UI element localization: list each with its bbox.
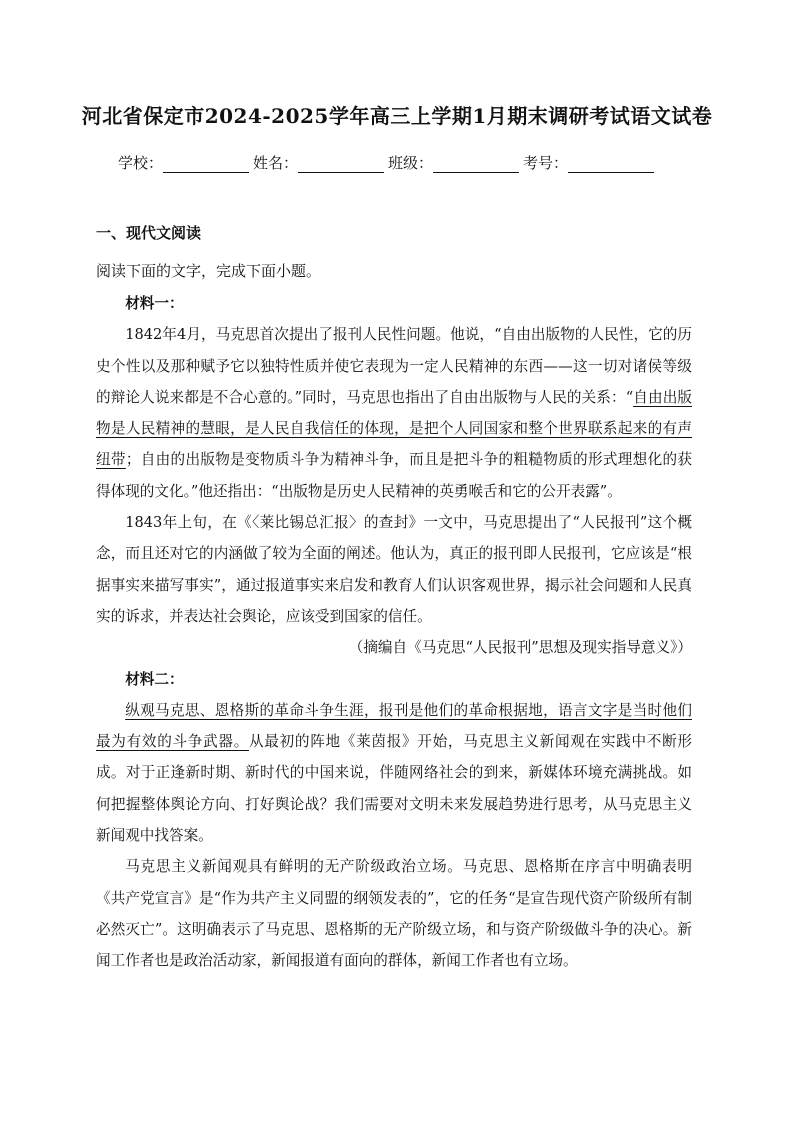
info-name-blank (298, 156, 384, 173)
exam-title: 河北省保定市2024-2025学年高三上学期1月期末调研考试语文试卷 (81, 104, 713, 128)
info-exam-number (523, 152, 658, 173)
student-info-row (118, 152, 698, 173)
info-class (388, 152, 523, 173)
info-school (118, 152, 253, 173)
info-exam-number-label: 考号： (523, 154, 569, 172)
info-school-label: 学校： (118, 154, 164, 172)
info-class-label: 班级： (388, 154, 434, 172)
material1-p1-text-b: ；自由的出版物是变物质斗争为精神斗争，而且是把斗争的粗糙物质的形式理想化的获得体现的文化。”他还指出：“出版物是历史人民精神的英勇喉舌和它的公开表露”。 (96, 451, 692, 500)
material2-label: 材料二： (125, 670, 184, 688)
reading-passage (96, 288, 692, 977)
info-name-label: 姓名： (253, 154, 299, 172)
material2-p1-underlined: 纵观马克思、恩格斯的革命斗争生涯，报刊是他们的革命根据地，语言文字是当时他们最为有效的斗争武器。 (96, 701, 692, 751)
material2-p1-text: 从最初的阵地《莱茵报》开始，马克思主义新闻观在实践中不断形成。对于正逢新时期、新时代的中国来说，伴随网络社会的到来，新媒体环境充满挑战。如何把握整体舆论方向、打好舆论战？我们需要对文明未来发展趋势进行思考，从马克思主义新闻观中找答案。 (96, 733, 692, 845)
section-heading: 一、现代文阅读 (96, 224, 202, 242)
material1-paragraph-2: 1843年上旬，在《〈莱比锡总汇报〉的查封》一文中，马克思提出了“人民报刊”这个概念，而且还对它的内涵做了较为全面的阐述。他认为，真正的报刊即人民报刊，它应该是“根据事实来描写事实”，通过报道事实来启发和教育人们认识客观世界，揭示社会问题和人民真实的诉求，并表达社会舆论，应该受到国家的信任。 (96, 514, 692, 625)
info-name (253, 152, 388, 173)
reading-instruction: 阅读下面的文字，完成下面小题。 (96, 262, 322, 280)
material1-label-line (96, 288, 692, 319)
material1-paragraph-1 (96, 319, 692, 507)
material1-p1-underlined: 自由出版物是人民精神的慧眼，是人民自我信任的体现，是把个人同国家和整个世界联系起来的有声纽带 (96, 388, 692, 469)
info-school-blank (163, 156, 249, 173)
material1-label: 材料一： (125, 295, 184, 312)
material1-source: （摘编自《马克思“人民报刊”思想及现实指导意义》） (348, 639, 692, 657)
info-exam-number-blank (568, 156, 654, 173)
material2-label-line (96, 664, 692, 695)
material2-paragraph-2: 马克思主义新闻观具有鲜明的无产阶级政治立场。马克思、恩格斯在序言中明确表明《共产党宣言》是“作为共产主义同盟的纲领发表的”，它的任务“是宣告现代资产阶级所有制必然灭亡”。这明确表示了马克思、恩格斯的无产阶级立场，和与资产阶级做斗争的决心。新闻工作者也是政治活动家，新闻报道有面向的群体，新闻工作者也有立场。 (96, 858, 692, 970)
material1-p1-text-a: 1842年4月，马克思首次提出了报刊人民性问题。他说，“自由出版物的人民性，它的历史个性以及那种赋予它以独特性质并使它表现为一定人民精神的东西——这一切对诸侯等级的辩论人说来都是不合心意的。”同时，马克思也指出了自由出版物与人民的关系：“ (96, 326, 692, 406)
material2-paragraph-1 (96, 695, 692, 851)
info-class-blank (433, 156, 519, 173)
